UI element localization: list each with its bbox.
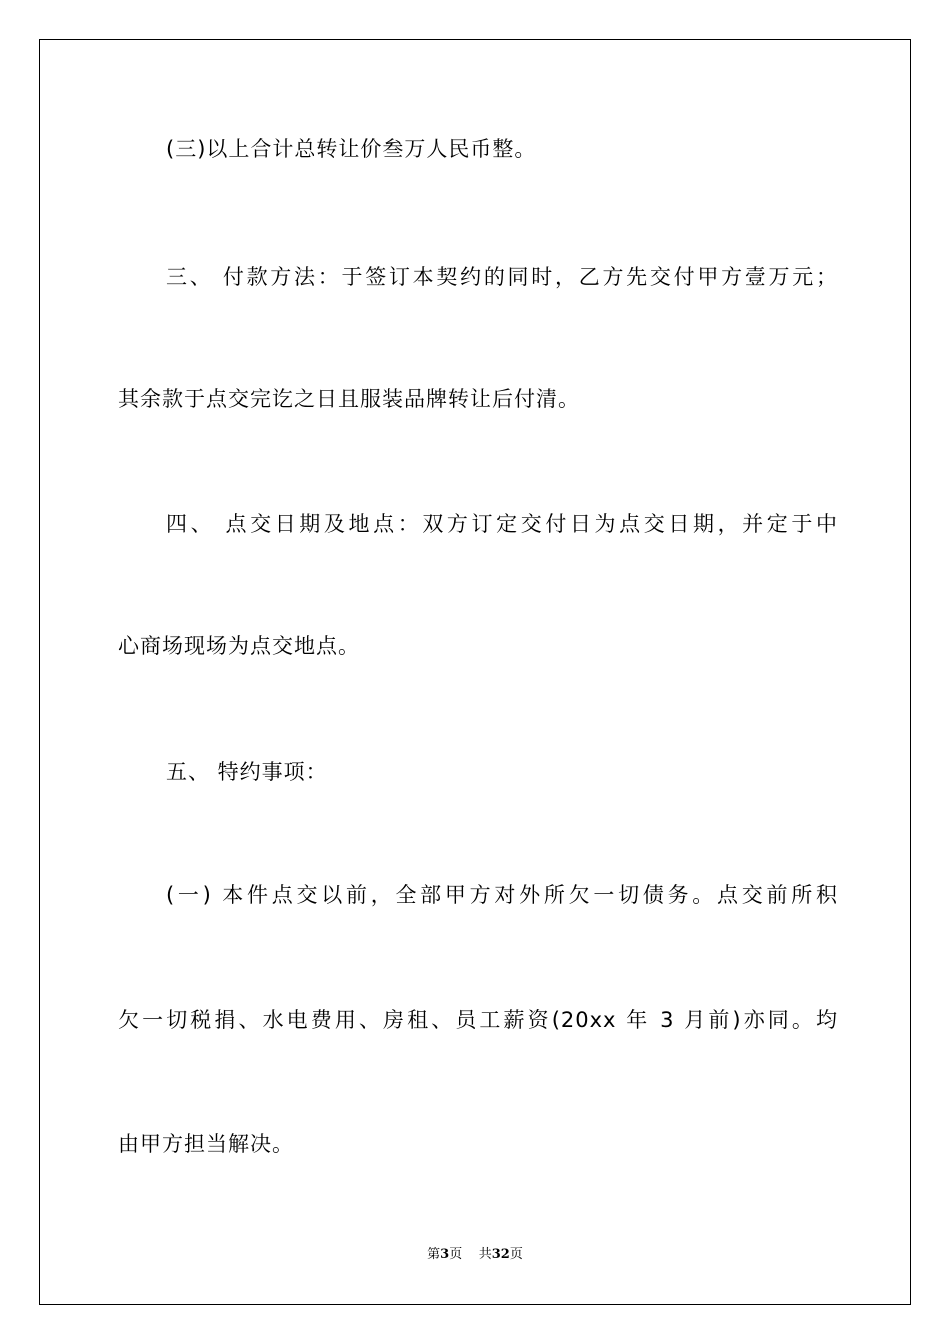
footer-total-suffix: 页 — [509, 1247, 523, 1262]
text-line-6: 五、 特约事项： — [166, 760, 328, 784]
footer-page-suffix: 页 — [449, 1247, 463, 1262]
text-line-4: 四、 点交日期及地点：双方订定交付日为点交日期，并定于中 — [166, 512, 838, 536]
text-line-3: 其余款于点交完讫之日且服装品牌转让后付清。 — [118, 387, 580, 411]
text-line-7: (一) 本件点交以前，全部甲方对外所欠一切债务。点交前所积 — [166, 883, 838, 907]
footer-total-prefix: 共 — [478, 1247, 492, 1262]
footer-page-number: 3 — [440, 1247, 450, 1262]
page-footer — [0, 1246, 950, 1264]
text-line-9: 由甲方担当解决。 — [118, 1132, 294, 1156]
page-border — [39, 39, 911, 1305]
text-line-8: 欠一切税捐、水电费用、房租、员工薪资(20xx 年 3 月前)亦同。均 — [118, 1008, 838, 1032]
text-line-1: (三)以上合计总转让价叁万人民币整。 — [166, 137, 537, 161]
footer-page-prefix: 第 — [427, 1247, 441, 1262]
text-line-2: 三、 付款方法：于签订本契约的同时，乙方先交付甲方壹万元； — [166, 265, 838, 289]
footer-total-pages: 32 — [491, 1247, 510, 1262]
text-line-5: 心商场现场为点交地点。 — [118, 634, 360, 658]
